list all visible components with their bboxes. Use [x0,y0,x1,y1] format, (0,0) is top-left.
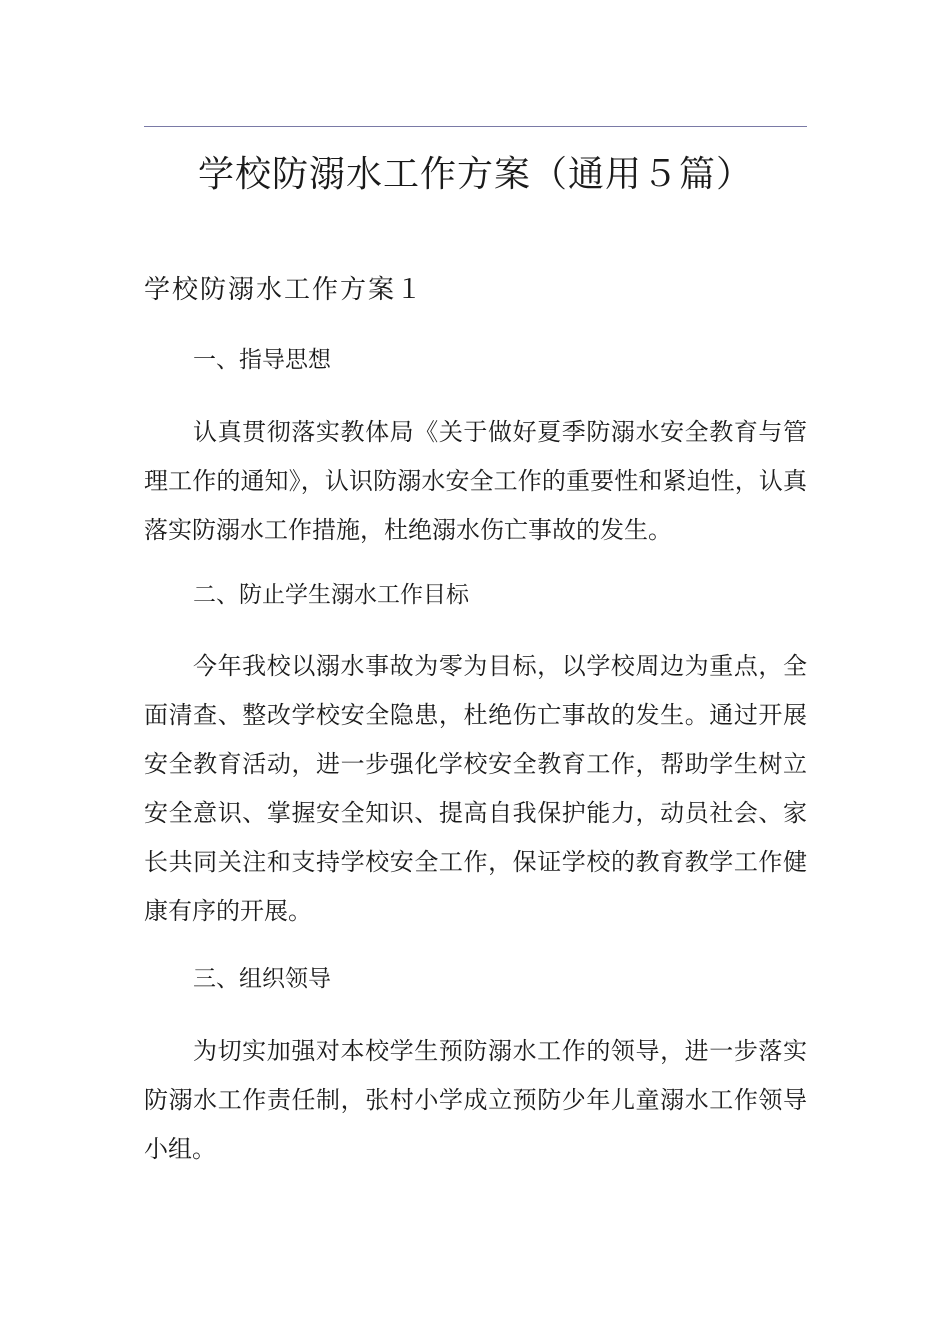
paragraph-guiding-ideology: 认真贯彻落实教体局《关于做好夏季防溺水安全教育与管理工作的通知》，认识防溺水安全工作的重要性和紧迫性，认真落实防溺水工作措施，杜绝溺水伤亡事故的发生。 [144,418,807,544]
document-title: 学校防溺水工作方案（通用５篇） [197,154,753,195]
paragraph-work-goals: 今年我校以溺水事故为零为目标，以学校周边为重点，全面清查、整改学校安全隐患，杜绝伤亡事故的发生。通过开展安全教育活动，进一步强化学校安全教育工作，帮助学生树立安全意识、掌握安全知识、提高自我保护能力，动员社会、家长共同关注和支持学校安全工作，保证学校的教育教学工作健康有序的开展。 [144,652,807,925]
header-divider [144,126,807,127]
heading-work-goals: 二、防止学生溺水工作目标 [193,582,469,608]
paragraph-organization-leadership: 为切实加强对本校学生预防溺水工作的领导，进一步落实防溺水工作责任制，张村小学成立预防少年儿童溺水工作领导小组。 [144,1037,807,1163]
section-title: 学校防溺水工作方案１ [144,275,425,305]
heading-guiding-ideology: 一、指导思想 [193,347,331,373]
heading-organization-leadership: 三、组织领导 [193,966,331,992]
